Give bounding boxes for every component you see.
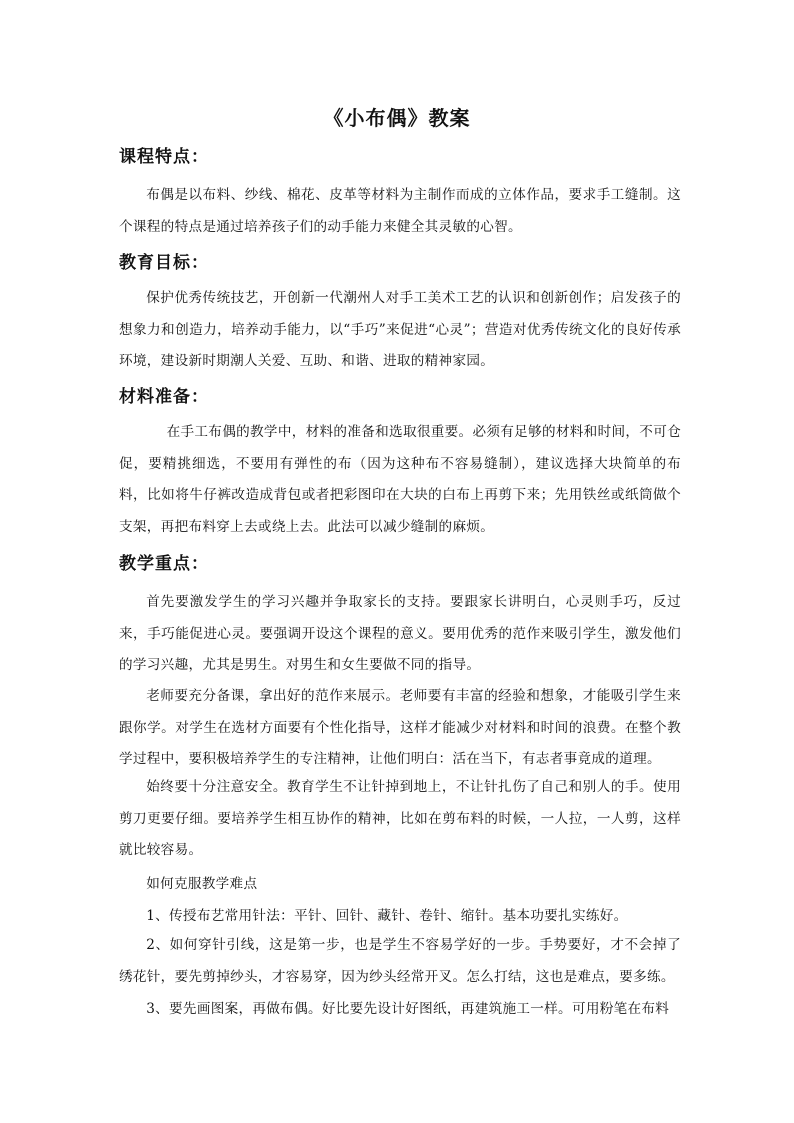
paragraph-materials: 在手工布偶的教学中，材料的准备和选取很重要。必须有足够的材料和时间，不可仓促，要精挑细选，不要用有弹性的布（因为这种布不容易缝制），建议选择大块简单的布料，比如将牛仔裤改造成背包或者把彩图印在大块的白布上再剪下来；先用铁丝或纸筒做个支架，再把布料穿上去或绕上去。此法可以减少缝制的麻烦。: [119, 424, 681, 535]
paragraph-key-points-3: 始终要十分注意安全。教育学生不让针掉到地上，不让针扎伤了自己和别人的手。使用剪刀更要仔细。要培养学生相互协作的精神，比如在剪布料的时候，一人拉，一人剪，这样就比较容易。: [119, 779, 681, 858]
paragraph-features: 布偶是以布料、纱线、棉花、皮革等材料为主制作而成的立体作品，要求手工缝制。这个课程的特点是通过培养孩子们的动手能力来健全其灵敏的心智。: [119, 187, 681, 235]
section-heading-materials: 材料准备：: [119, 387, 209, 407]
paragraph-difficulty-3: 3、要先画图案，再做布偶。好比要先设计好图纸，再建筑施工一样。可用粉笔在布料: [146, 1001, 670, 1017]
paragraph-goals: 保护优秀传统技艺，开创新一代潮州人对手工美术工艺的认识和创新创作；启发孩子的想象力和创造力，培养动手能力，以“手巧”来促进“心灵”；营造对优秀传统文化的良好传承环境，建设新时期潮人关爱、互助、和谐、进取的精神家园。: [119, 290, 681, 369]
section-heading-key-points: 教学重点：: [119, 554, 209, 574]
paragraph-key-points-2: 老师要充分备课，拿出好的范作来展示。老师要有丰富的经验和想象，才能吸引学生来跟你学。对学生在选材方面要有个性化指导，这样才能减少对材料和时间的浪费。在整个教学过程中，要积极培养学生的专注精神，让他们明白：活在当下，有志者事竟成的道理。: [119, 688, 681, 767]
document-title: 《小布偶》教案: [323, 106, 471, 130]
paragraph-key-points-1: 首先要激发学生的学习兴趣并争取家长的支持。要跟家长讲明白，心灵则手巧，反过来，手巧能促进心灵。要强调开设这个课程的意义。要用优秀的范作来吸引学生，激发他们的学习兴趣，尤其是男生。对男生和女生要做不同的指导。: [119, 594, 681, 673]
paragraph-difficulty-1: 1、传授布艺常用针法：平针、回针、藏针、卷针、缩针。基本功要扎实练好。: [146, 908, 628, 924]
section-heading-goals: 教育目标：: [119, 253, 209, 273]
paragraph-difficulty-2: 2、如何穿针引线，这是第一步，也是学生不容易学好的一步。手势要好，才不会掉了绣花针，要先剪掉纱头，才容易穿，因为纱头经常开叉。怎么打结，这也是难点，要多练。: [119, 937, 681, 985]
section-heading-features: 课程特点：: [119, 147, 209, 167]
subheading-difficulties: 如何克服教学难点: [146, 876, 258, 892]
